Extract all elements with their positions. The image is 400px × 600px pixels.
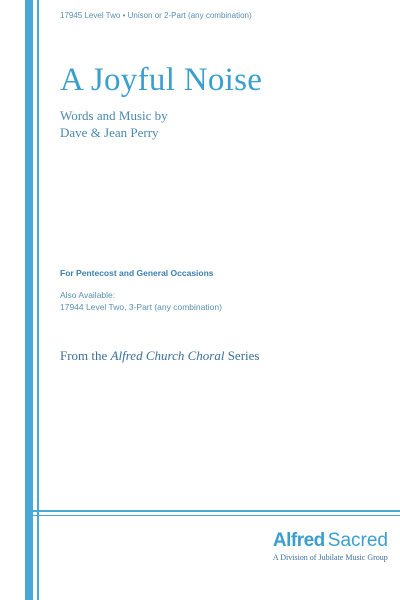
left-accent-bar	[25, 0, 33, 600]
occasion-line: For Pentecost and General Occasions	[60, 268, 214, 278]
bottom-rule-thin	[33, 515, 400, 516]
credits-label: Words and Music by	[60, 108, 168, 123]
catalog-line: 17945 Level Two • Unison or 2-Part (any combination)	[60, 11, 252, 20]
credits-names: Dave & Jean Perry	[60, 125, 159, 140]
series-line	[60, 348, 259, 364]
page-title: A Joyful Noise	[60, 62, 263, 98]
series-prefix: From the	[60, 348, 111, 363]
also-available-label: Also Available:	[60, 290, 116, 300]
series-name: Alfred Church Choral	[110, 348, 225, 363]
publisher-logo	[273, 531, 388, 550]
logo-word-alfred: Alfred	[272, 530, 325, 551]
publisher-block	[273, 531, 388, 562]
bottom-rule-thick	[33, 510, 400, 512]
logo-word-sacred: Sacred	[327, 530, 388, 551]
publisher-subtitle: A Division of Jubilate Music Group	[272, 553, 388, 562]
series-suffix: Series	[224, 348, 260, 363]
also-available-item: 17944 Level Two, 3-Part (any combination)	[60, 302, 222, 312]
